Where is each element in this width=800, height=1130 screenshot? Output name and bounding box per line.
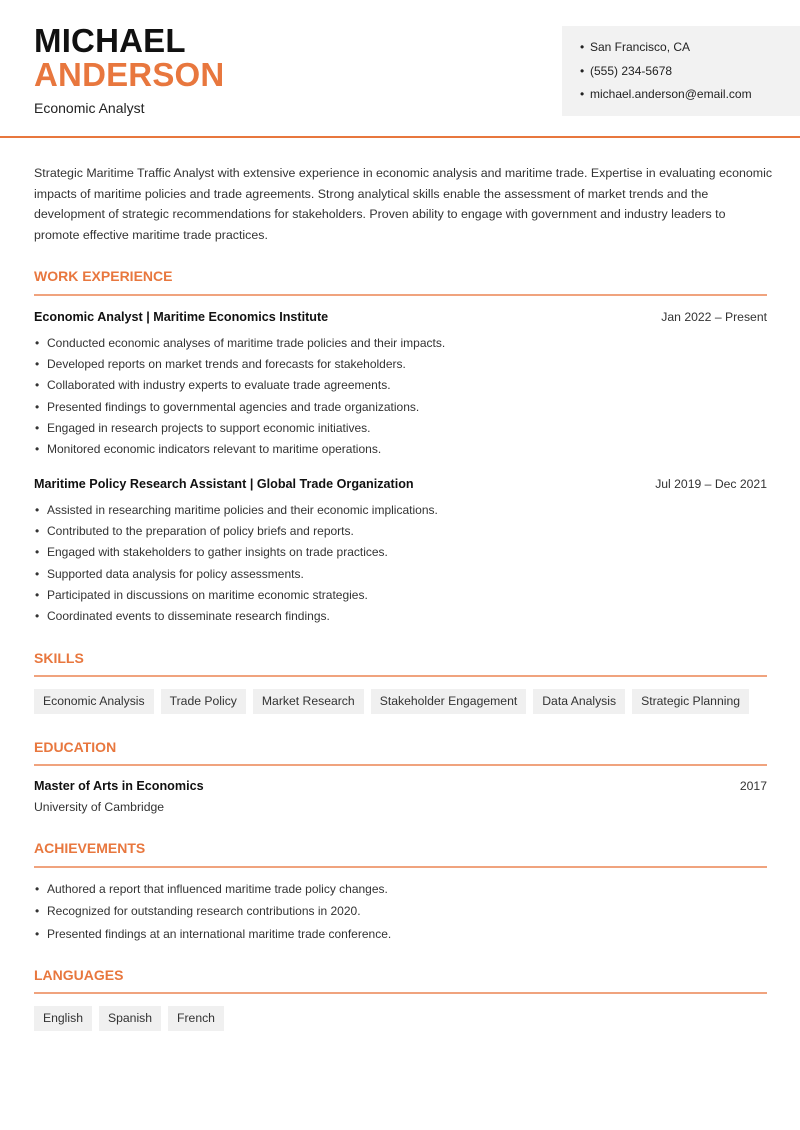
- education-year: 2017: [739, 779, 767, 793]
- section-divider: [34, 866, 767, 868]
- list-item: • Engaged in research projects to support economic initiatives.: [34, 418, 767, 439]
- list-item: • Authored a report that influenced maritime trade policy changes.: [34, 878, 767, 900]
- list-item: • Engaged with stakeholders to gather insights on trade practices.: [34, 542, 767, 563]
- list-item: • Presented findings to governmental agencies and trade organizations.: [34, 397, 767, 418]
- language-tag: Spanish: [99, 1006, 161, 1031]
- bullet-icon: •: [580, 40, 585, 54]
- list-item: • Presented findings at an international maritime trade conference.: [34, 923, 767, 945]
- location-text: San Francisco, CA: [590, 40, 691, 54]
- list-item: • Conducted economic analyses of maritime trade policies and their impacts.: [34, 333, 767, 354]
- contact-box: [562, 26, 800, 116]
- job-bullets: [34, 500, 767, 627]
- job-dates: Jul 2019 – Dec 2021: [655, 477, 767, 491]
- section-title-work-experience: WORK EXPERIENCE: [34, 268, 173, 284]
- skills-tags: [34, 689, 749, 714]
- language-tag: English: [34, 1006, 92, 1031]
- phone-text: (555) 234-5678: [590, 63, 673, 78]
- contact-email: [580, 85, 800, 109]
- job-role: Maritime Policy Research Assistant | Global Trade Organization: [34, 477, 414, 491]
- language-tag: French: [168, 1006, 224, 1031]
- section-title-education: EDUCATION: [34, 739, 117, 755]
- bullet-icon: •: [580, 63, 585, 78]
- skill-tag: Stakeholder Engagement: [371, 689, 527, 714]
- skill-tag: Data Analysis: [533, 689, 625, 714]
- job-header: [34, 310, 767, 324]
- list-item: • Contributed to the preparation of policy briefs and reports.: [34, 521, 767, 542]
- skill-tag: Economic Analysis: [34, 689, 154, 714]
- education-header: [34, 779, 767, 793]
- list-item: • Supported data analysis for policy assessments.: [34, 564, 767, 585]
- contact-phone: [580, 62, 800, 86]
- section-divider: [34, 294, 767, 296]
- skill-tag: Trade Policy: [161, 689, 246, 714]
- job-header: [34, 477, 767, 491]
- job-title: Economic Analyst: [34, 100, 145, 116]
- section-divider: [34, 992, 767, 994]
- section-divider: [34, 675, 767, 677]
- list-item: • Monitored economic indicators relevant to maritime operations.: [34, 439, 767, 460]
- bullet-icon: •: [580, 87, 585, 101]
- section-title-achievements: ACHIEVEMENTS: [34, 840, 146, 856]
- email-text[interactable]: michael.anderson@email.com: [590, 87, 752, 101]
- language-tags: [34, 1006, 224, 1031]
- job-bullets: [34, 333, 767, 460]
- list-item: • Recognized for outstanding research contributions in 2020.: [34, 900, 767, 922]
- achievement-bullets: [34, 878, 767, 945]
- job-role: Economic Analyst | Maritime Economics Institute: [34, 310, 329, 324]
- list-item: • Assisted in researching maritime policies and their economic implications.: [34, 500, 767, 521]
- section-divider: [34, 764, 767, 766]
- list-item: • Collaborated with industry experts to evaluate trade agreements.: [34, 375, 767, 396]
- education-degree: Master of Arts in Economics: [34, 779, 204, 793]
- contact-location: [580, 38, 800, 62]
- job-dates: Jan 2022 – Present: [661, 310, 767, 324]
- education-school: University of Cambridge: [34, 800, 165, 814]
- section-title-skills: SKILLS: [34, 650, 84, 666]
- first-name: MICHAEL: [34, 22, 186, 59]
- resume-header: [0, 0, 800, 138]
- last-name: ANDERSON: [34, 56, 225, 93]
- summary: Strategic Maritime Traffic Analyst with extensive experience in economic analysis and maritime trade. Expertise in evaluating economic impacts of maritime policies and trade agreements. Strong analytical skills enable the assessment of market trends and the development of strategic recommendations for stakeholders. Proven ability to engage with government and industry leaders to promote effective maritime trade practices.: [34, 166, 773, 243]
- list-item: • Developed reports on market trends and forecasts for stakeholders.: [34, 354, 767, 375]
- skill-tag: Strategic Planning: [632, 689, 749, 714]
- list-item: • Coordinated events to disseminate research findings.: [34, 606, 767, 627]
- list-item: • Participated in discussions on maritime economic strategies.: [34, 585, 767, 606]
- section-title-languages: LANGUAGES: [34, 967, 124, 983]
- skill-tag: Market Research: [253, 689, 364, 714]
